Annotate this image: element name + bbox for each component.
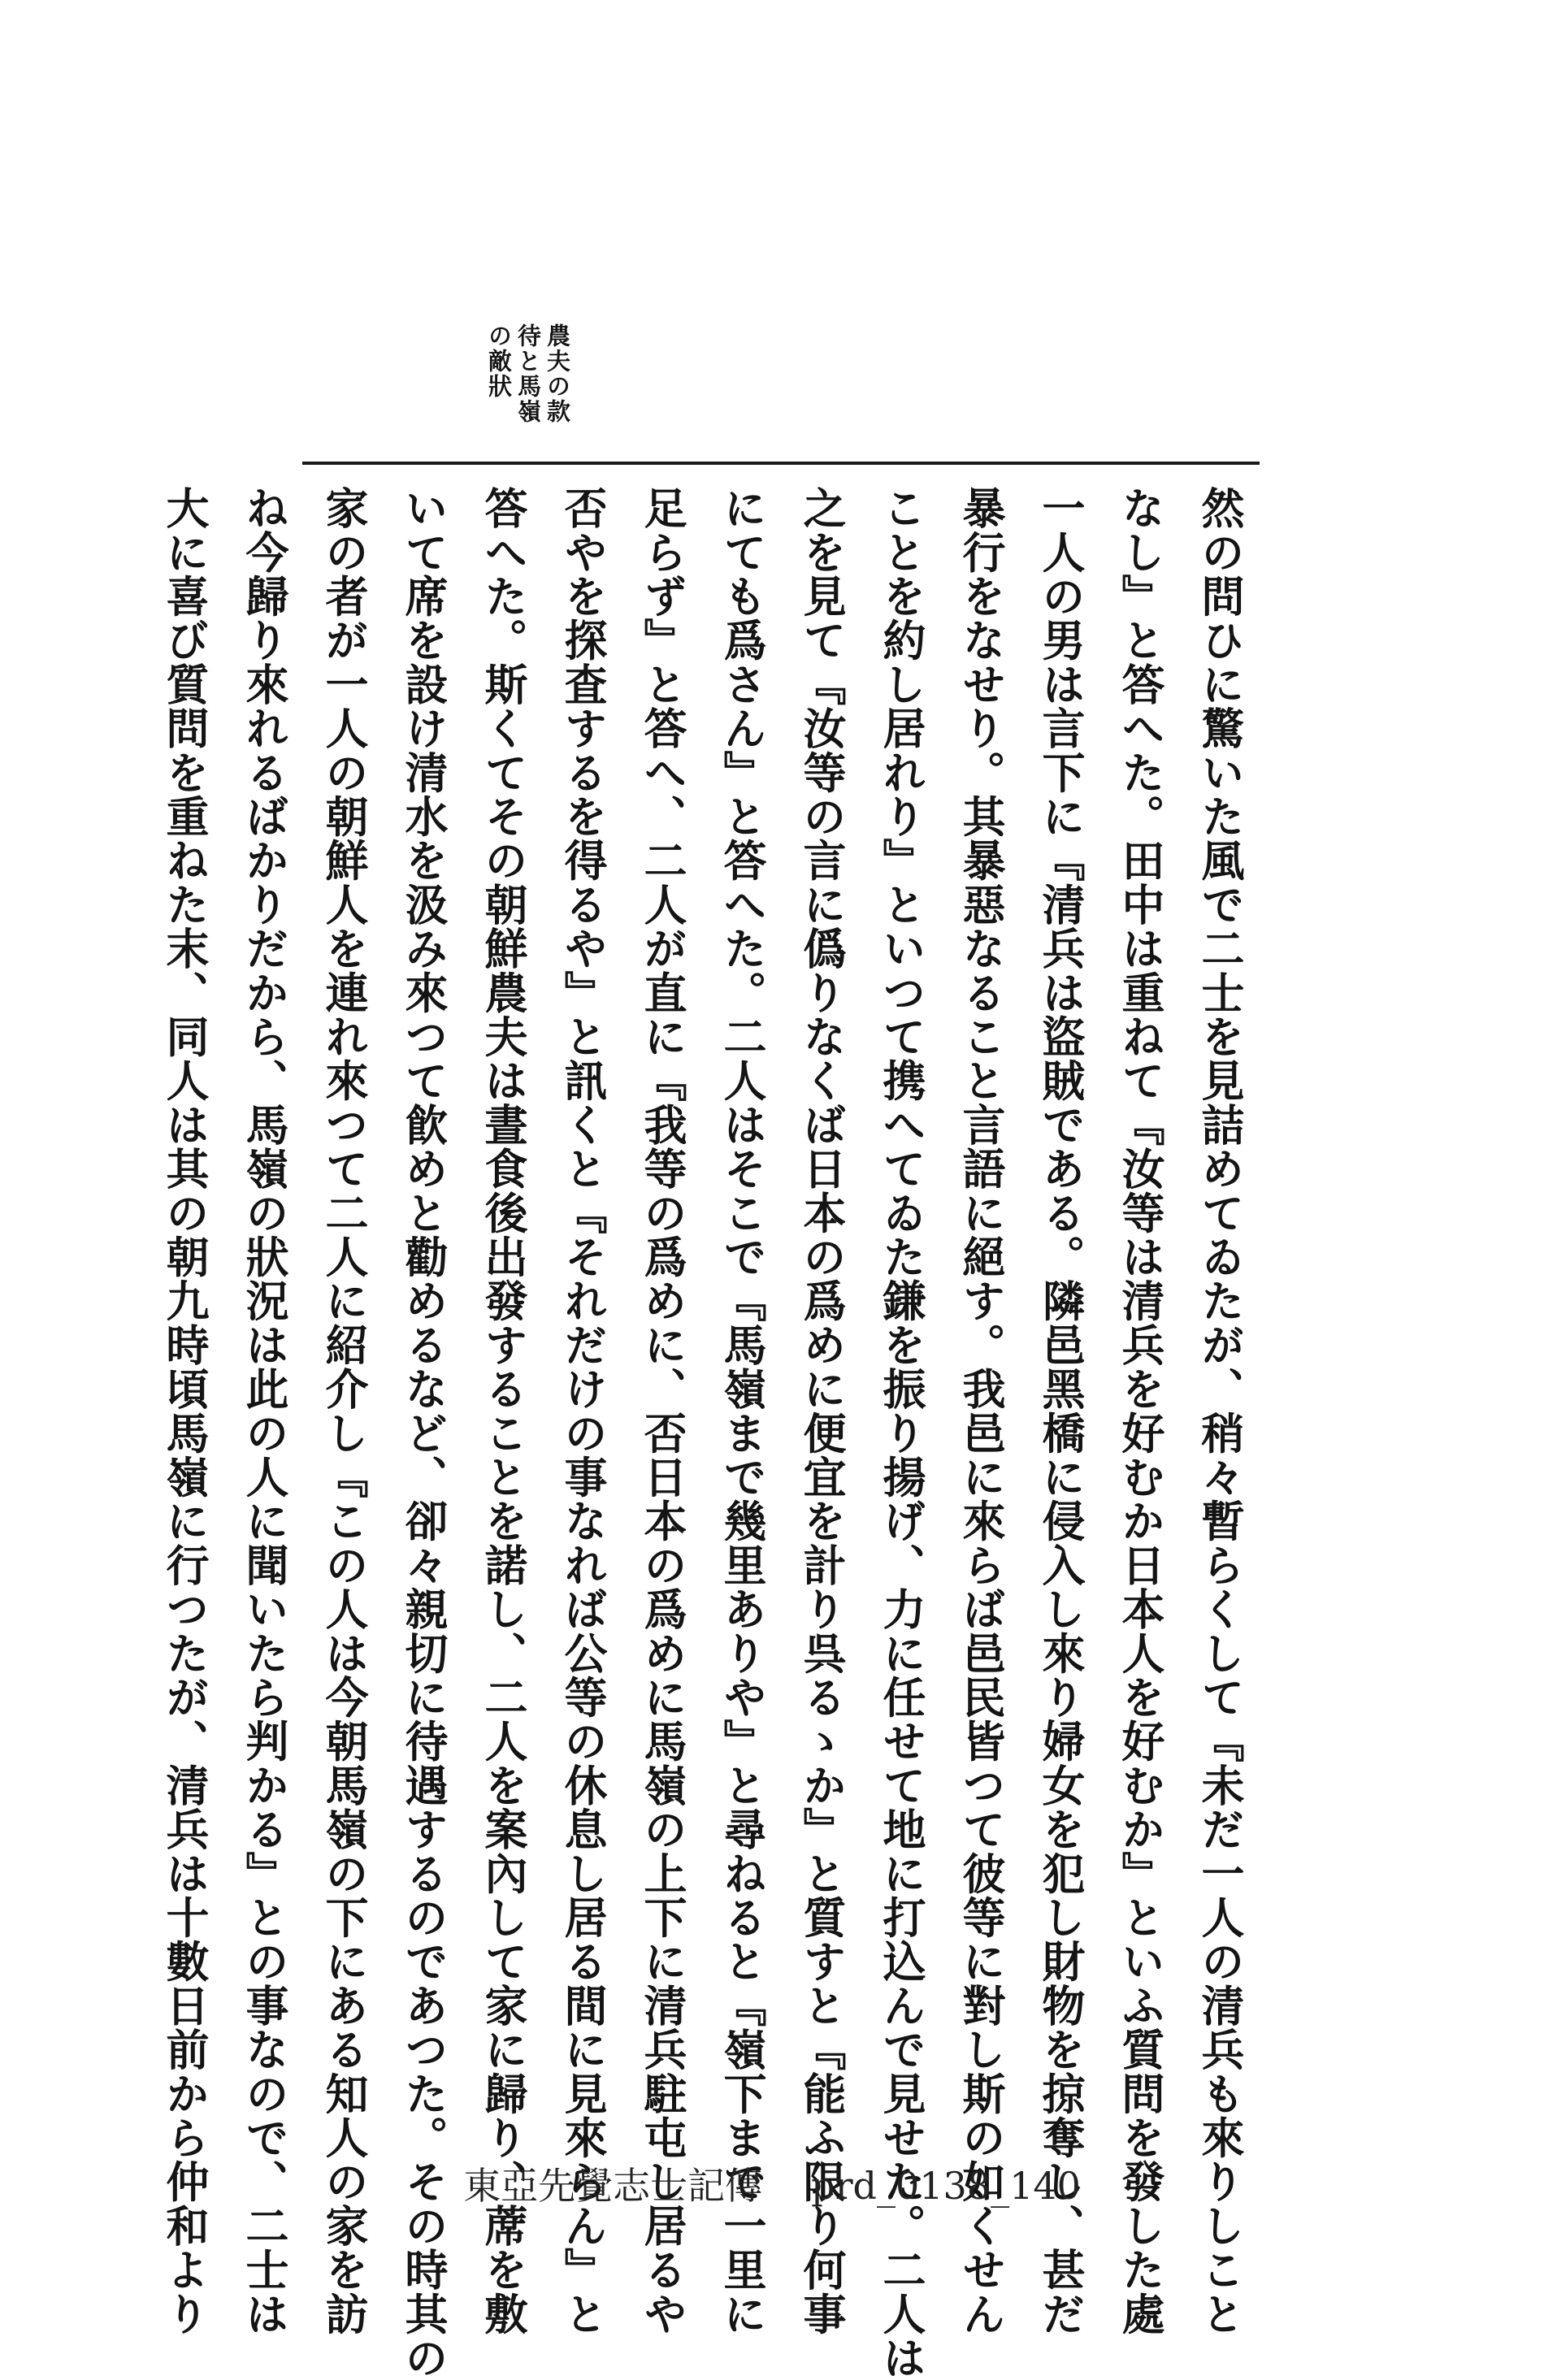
text-column: 足らず』と答へ、二人が直に『我等の爲めに、否日本の爲めに馬嶺の上下に清兵駐屯し居るや — [637, 486, 687, 2336]
text-column: 暴行をなせり。其暴惡なること言語に絕す。我邑に來らば邑民皆つて彼等に對し斯の如くせん — [956, 486, 1006, 2336]
text-column: にても爲さん』と答へた。二人はそこで『馬嶺まで幾里ありや』と尋ねると『嶺下まで一里に — [717, 486, 767, 2336]
text-column: ことを約し居れり』といつて携へてゐた鎌を振り揚げ、力に任せて地に打込んで見せた。二人は — [876, 486, 926, 2380]
top-rule — [302, 462, 1260, 465]
text-column: 答へた。斯くてその朝鮮農夫は晝食後出發することを諾し、二人を案內して家に歸り、蓆を敷 — [478, 486, 528, 2336]
page-identifier: prd_0138_140 — [811, 2164, 1081, 2208]
marginal-heading-line: 待と馬嶺 — [514, 323, 542, 424]
text-column: 一人の男は言下に『清兵は盜賊である。隣邑黑橋に侵入し來り婦女を犯し財物を掠奪し、甚だ — [1035, 486, 1086, 2336]
marginal-heading-line: の敵狀 — [485, 323, 513, 399]
text-column: いて席を設け清水を汲み來つて飮めと勸めるなど、卻々親切に待遇するのであつた。その時其の — [398, 486, 449, 2380]
page-footer — [0, 2157, 1544, 2210]
text-column: 然の問ひに驚いた風で二士を見詰めてゐたが、稍々暫らくして『未だ一人の清兵も來りしこと — [1195, 486, 1245, 2336]
text-column: 之を見て『汝等の言に僞りなくば日本の爲めに便宜を計り呉るゝか』と質すと『能ふ限り何事 — [796, 486, 847, 2336]
text-column: 大に喜び質問を重ねた末、同人は其の朝九時頃馬嶺に行つたが、清兵は十數日前から仲和より — [159, 486, 210, 2336]
marginal-heading — [484, 323, 572, 445]
book-title: 東亞先覺志士記傳 — [463, 2164, 763, 2208]
marginal-heading-line: 農夫の款 — [544, 323, 571, 424]
text-column: なし』と答へた。田中は重ねて『汝等は清兵を好むか日本人を好むか』といふ質問を發した處 — [1115, 486, 1165, 2336]
text-column: 家の者が一人の朝鮮人を連れ來つて二人に紹介し『この人は今朝馬嶺の下にある知人の家を訪 — [319, 486, 369, 2336]
text-column: 否やを探査するを得るや』と訊くと『それだけの事なれば公等の休息し居る間に見來らん』と — [557, 486, 608, 2336]
text-column: ね今歸り來れるばかりだから、馬嶺の狀況は此の人に聞いたら判かる』との事なので、二士は — [239, 486, 289, 2336]
